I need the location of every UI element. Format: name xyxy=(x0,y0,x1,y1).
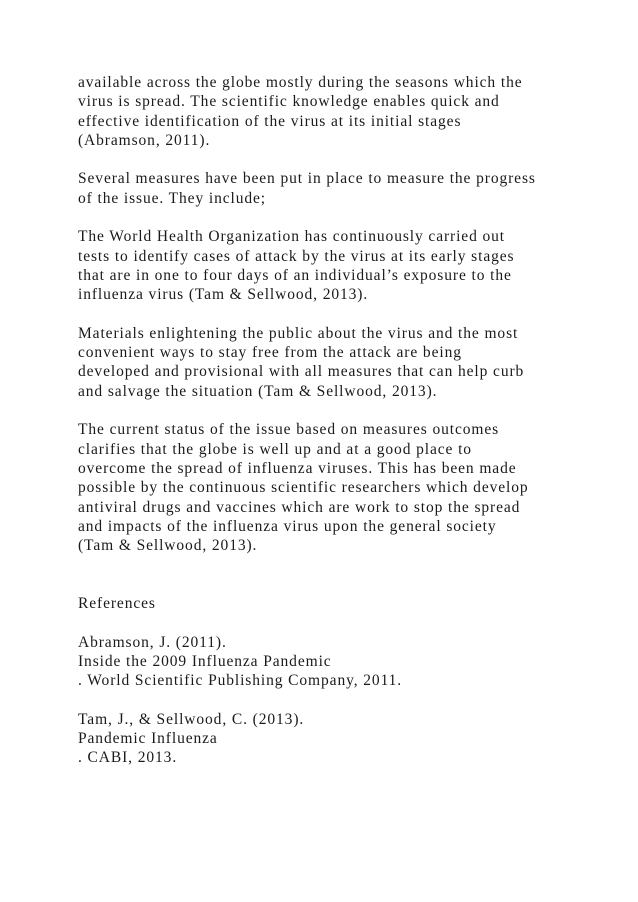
reference-entry-2 xyxy=(78,710,618,768)
text-line: available across the globe mostly during the seasons which the xyxy=(78,74,523,91)
paragraph-4 xyxy=(78,324,618,401)
reference-line: . CABI, 2013. xyxy=(78,749,178,767)
paragraph-1 xyxy=(78,73,618,150)
text-line: influenza virus (Tam & Sellwood, 2013). xyxy=(78,286,369,304)
text-line: Materials enlightening the public about the virus and the most xyxy=(78,324,519,342)
text-line: (Tam & Sellwood, 2013). xyxy=(78,537,258,555)
text-line: and salvage the situation (Tam & Sellwood, 2013). xyxy=(78,382,438,400)
reference-line: . World Scientific Publishing Company, 2011. xyxy=(78,672,403,690)
reference-entry-1 xyxy=(78,633,618,691)
text-line: The current status of the issue based on measures outcomes xyxy=(78,421,500,439)
paragraph-2 xyxy=(78,169,618,208)
text-line: overcome the spread of influenza viruses. This has been made xyxy=(78,459,517,477)
text-line: developed and provisional with all measures that can help curb xyxy=(78,363,525,381)
reference-line: Inside the 2009 Influenza Pandemic xyxy=(78,652,332,670)
text-line: Several measures have been put in place to measure the progress xyxy=(78,170,536,188)
references-heading: References xyxy=(78,595,156,613)
reference-line: Pandemic Influenza xyxy=(78,730,218,748)
reference-line: Abramson, J. (2011). xyxy=(78,633,227,651)
paragraph-3 xyxy=(78,227,618,304)
spacer xyxy=(78,575,618,594)
text-line: effective identification of the virus at its initial stages xyxy=(78,112,462,130)
text-line: that are in one to four days of an individual’s exposure to the xyxy=(78,266,512,284)
text-line: and impacts of the influenza virus upon the general society xyxy=(78,517,497,535)
text-line: possible by the continuous scientific researchers which develop xyxy=(78,479,529,497)
text-line: of the issue. They include; xyxy=(78,189,267,207)
reference-line: Tam, J., & Sellwood, C. (2013). xyxy=(78,710,305,728)
text-line: clarifies that the globe is well up and at a good place to xyxy=(78,440,472,458)
text-line: The World Health Organization has continuously carried out xyxy=(78,228,506,246)
text-line: convenient ways to stay free from the attack are being xyxy=(78,344,462,362)
paragraph-5 xyxy=(78,420,618,555)
text-line: (Abramson, 2011). xyxy=(78,131,211,149)
text-line: virus is spread. The scientific knowledge enables quick and xyxy=(78,93,500,111)
document-body xyxy=(78,73,618,787)
references-heading-block xyxy=(78,594,618,613)
text-line: tests to identify cases of attack by the virus at its early stages xyxy=(78,247,515,265)
text-line: antiviral drugs and vaccines which are work to stop the spread xyxy=(78,498,521,516)
